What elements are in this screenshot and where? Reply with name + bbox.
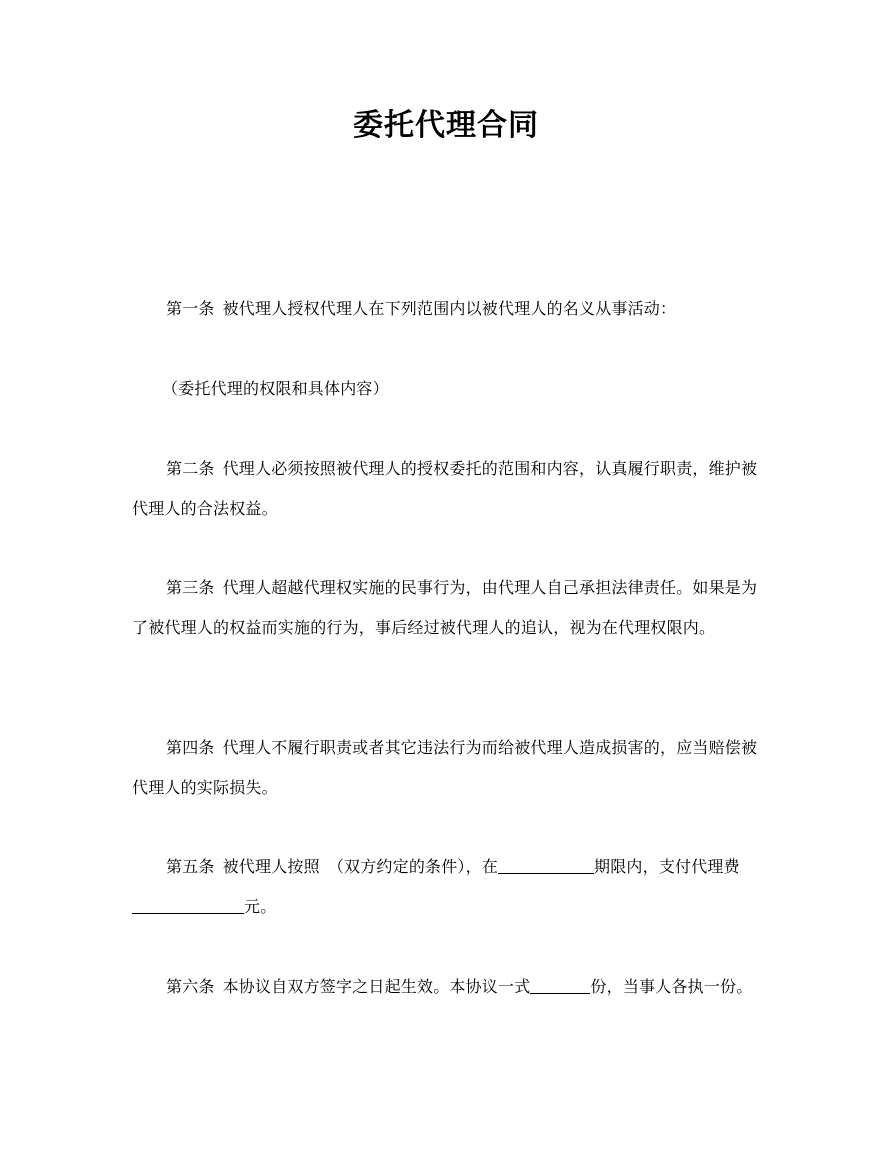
clause-2-label: 第二条 [166, 459, 215, 478]
clause-1 [132, 289, 762, 329]
document-title: 委托代理合同 [353, 108, 539, 143]
clause-3-text: 代理人超越代理权实施的民事行为，由代理人自己承担法律责任。如果是为了被代理人的权益而实施的行为，事后经过被代理人的追认，视为在代理权限内。 [132, 578, 758, 637]
clause-2-text: 代理人必须按照被代理人的授权委托的范围和内容，认真履行职责，维护被代理人的合法权益。 [132, 459, 758, 518]
clause-5-text-c: 期限内，支付代理费 [594, 857, 740, 876]
clause-5-text-b: （双方约定的条件），在 [327, 857, 499, 876]
clause-5-text-d: 元。 [244, 897, 277, 916]
clause-1-placeholder-text: （委托代理的权限和具体内容） [162, 379, 389, 398]
clause-6-text-b: 份，当事人各执一份。 [590, 977, 753, 996]
clause-5-text-a: 被代理人按照 [222, 857, 320, 876]
clause-4 [132, 728, 762, 808]
clause-1-placeholder [132, 369, 762, 409]
clause-6-text-a: 本协议自双方签字之日起生效。本协议一式 [222, 977, 531, 996]
clause-6-label: 第六条 [166, 977, 215, 996]
clause-3-label: 第三条 [166, 578, 215, 597]
clause-5-label: 第五条 [166, 857, 215, 876]
clause-4-text: 代理人不履行职责或者其它违法行为而给被代理人造成损害的，应当赔偿被代理人的实际损失。 [132, 738, 758, 797]
clause-5-period-blank [498, 857, 594, 874]
clause-6 [132, 967, 762, 1007]
clause-6-copies-blank [530, 977, 590, 994]
clause-5 [132, 847, 762, 927]
clause-1-label: 第一条 [166, 299, 215, 318]
clause-1-text: 被代理人授权代理人在下列范围内以被代理人的名义从事活动： [222, 299, 677, 318]
clause-2 [132, 449, 762, 529]
clause-5-fee-blank [132, 897, 244, 914]
clause-3 [132, 568, 762, 648]
clause-4-label: 第四条 [166, 738, 215, 757]
